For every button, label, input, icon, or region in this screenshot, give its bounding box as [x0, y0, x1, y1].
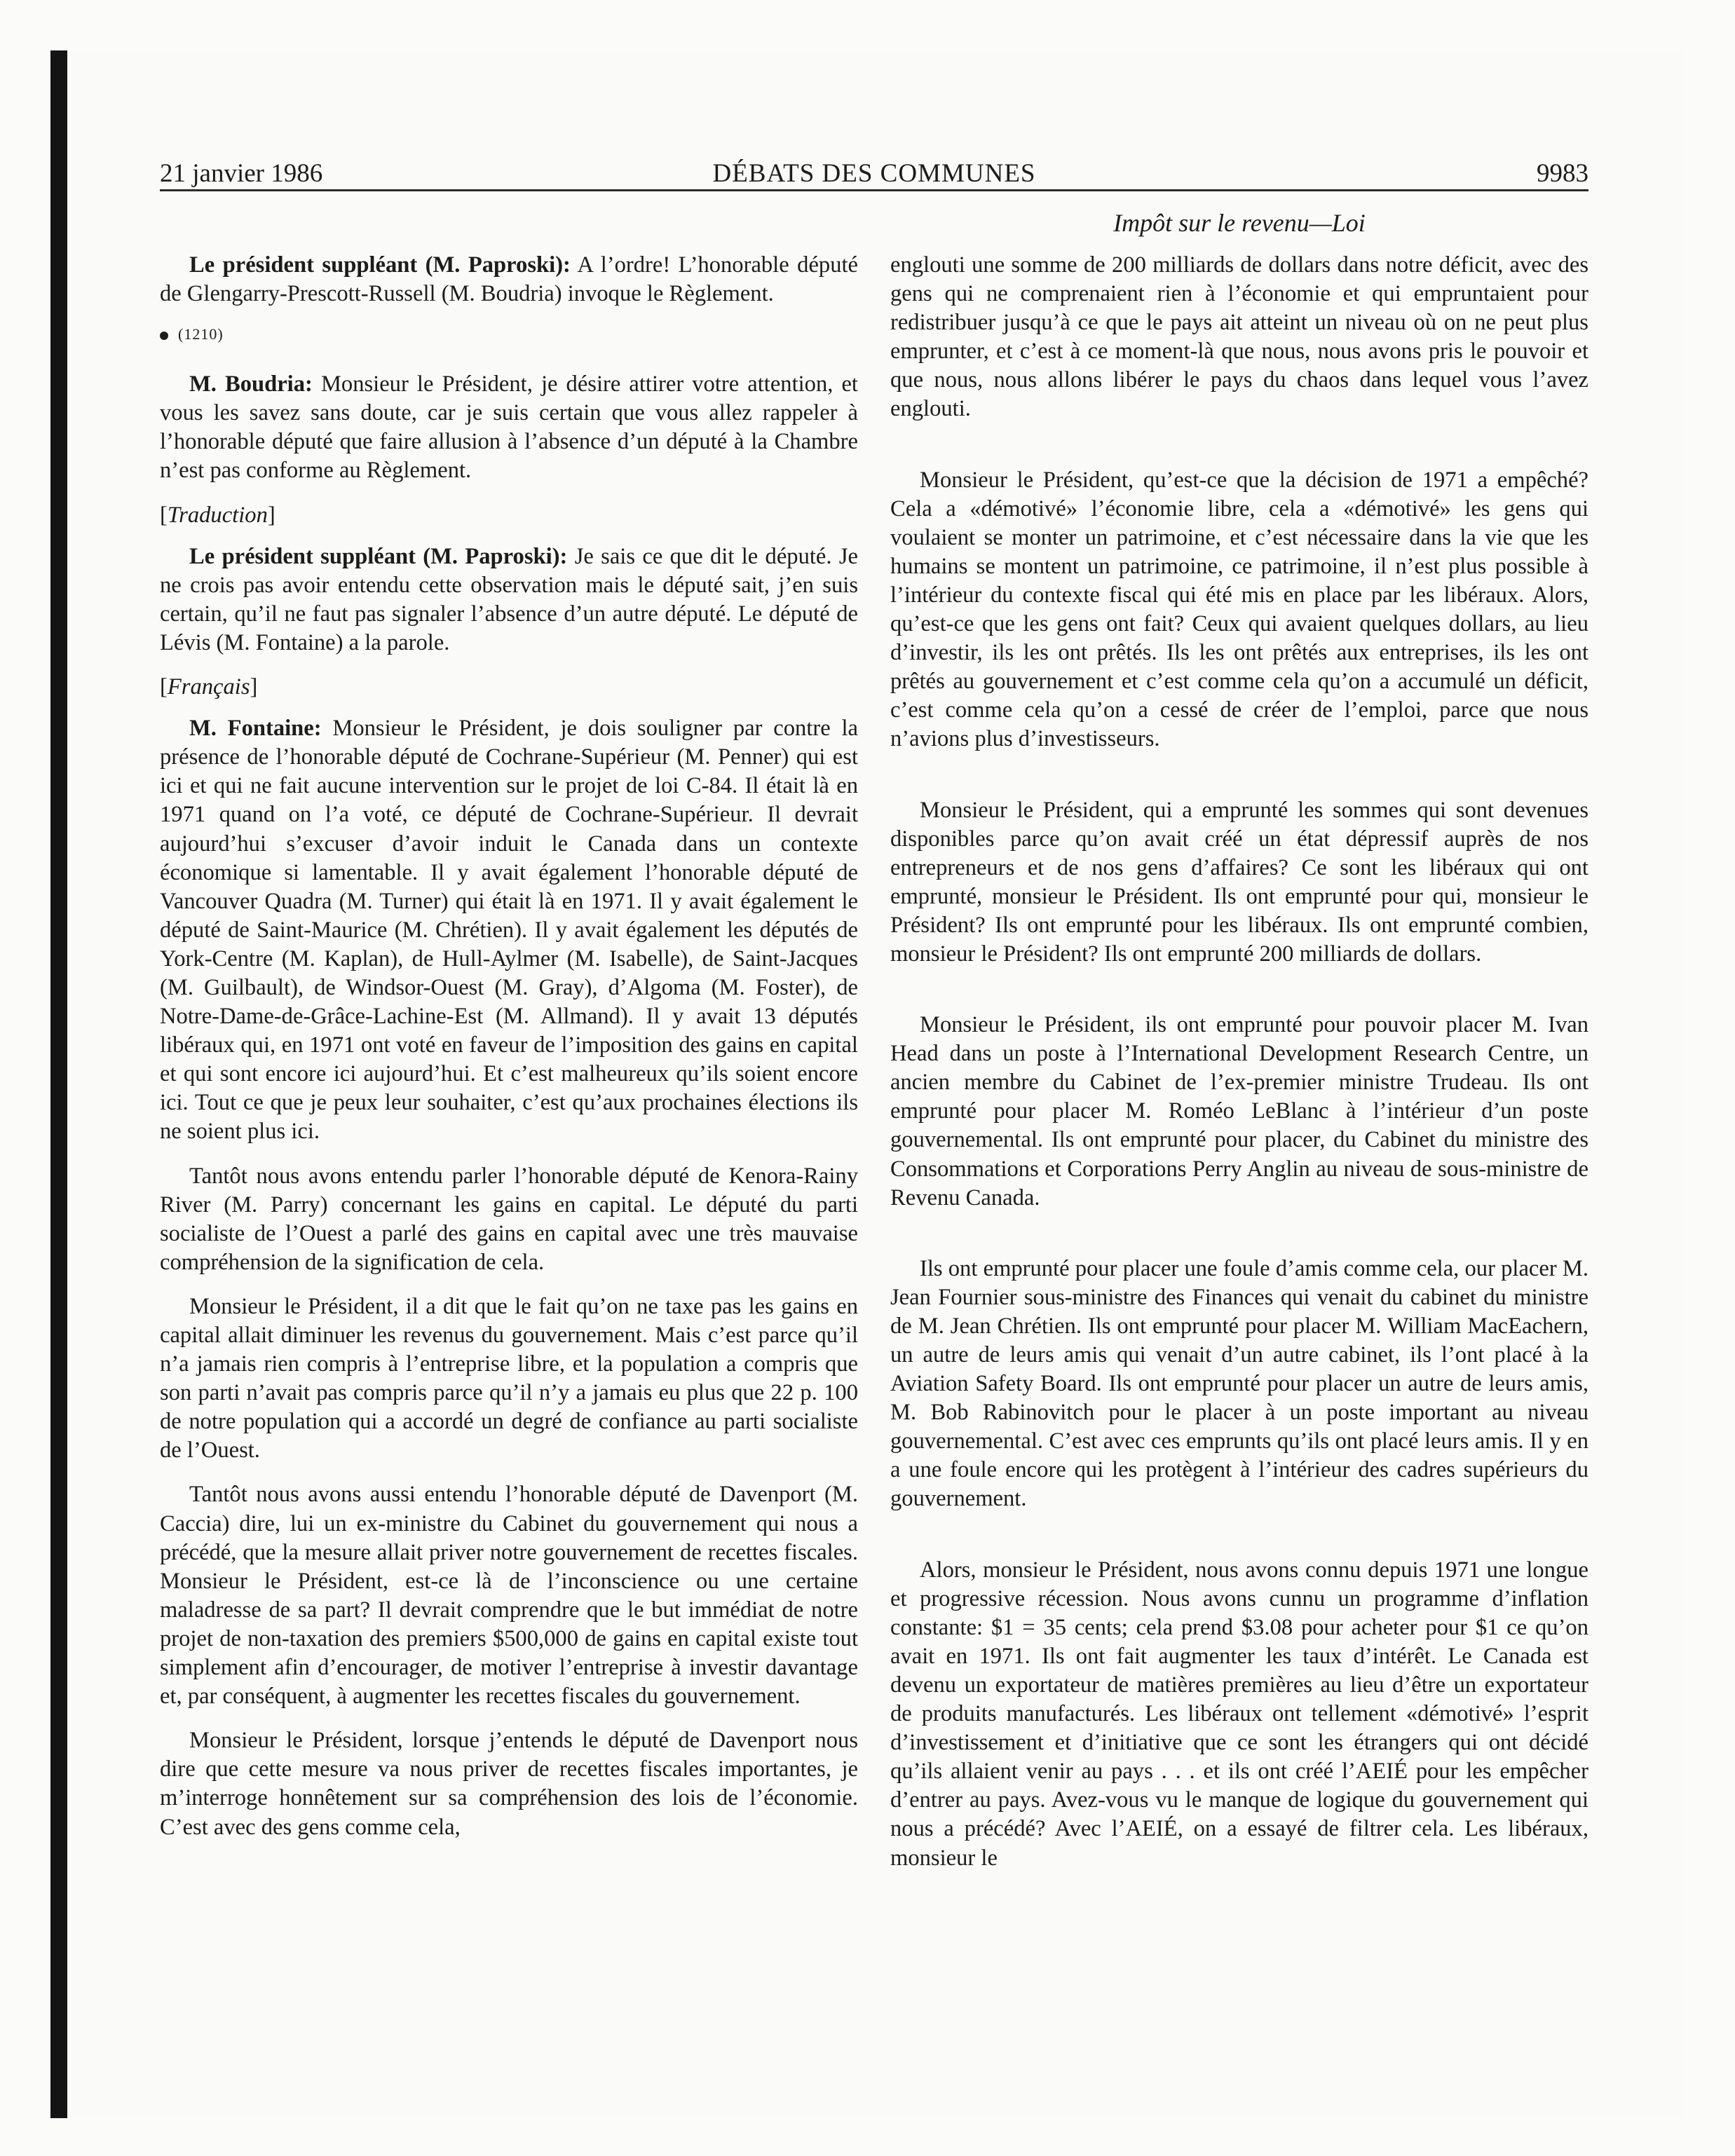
time-marker-text: (1210) — [178, 325, 224, 343]
paragraph — [160, 543, 858, 657]
paragraph-text: Je sais ce que dit le député. Je ne crois pas avoir entendu cette observation mais le député sait, j’en suis certain, qu’il ne faut pas signaler l’absence d’un autre député. Le député de Lévis (M. Fontaine) a la parole. — [160, 543, 858, 655]
paragraph-text: Monsieur le Président, je dois souligner par contre la présence de l’honorable député de Cochrane-Supérieur (M. Penner) qui est ici et qui ne fait aucune intervention sur le projet de loi C-84. Il était là en 1971 quand on l’a voté, ce député de Cochrane-Supérieur. Il devrait aujourd’hui s’excuser d’avoir induit le Canada dans un contexte économique si lamentable. Il y avait également l’honorable député de Vancouver Quadra (M. Turner) qui était là en 1971. Il y avait également le député de Saint-Maurice (M. Chrétien). Il y avait également les députés de York-Centre (M. Kaplan), de Hull-Aylmer (M. Isabelle), de Saint-Jacques (M. Guilbault), de Windsor-Ouest (M. Gray), d’Algoma (M. Foster), de Notre-Dame-de-Grâce-Lachine-Est (M. Allmand). Il y avait 13 députés libéraux qui, en 1971 ont voté en faveur de l’imposition des gains en capital et qui sont encore ici aujourd’hui. Et c’est malheureux qu’ils soient encore ici. Tout ce que je peux leur souhaiter, c’est qu’aux prochaines élections ils ne soient plus ici. — [160, 716, 858, 1145]
page-header — [160, 156, 1588, 192]
paragraph-text: A l’ordre! L’honorable député de Glengarry-Prescott-Russell (M. Boudria) invoque le Règlement. — [160, 252, 858, 307]
speaker-name: Le président suppléant (M. Paproski): — [189, 252, 571, 278]
paragraph: Alors, monsieur le Président, nous avons connu depuis 1971 une longue et progressive récession. Nous avons cunnu un programme d’inflation constante: $1 = 35 cents; cela prend $3.08 pour acheter pour $1 ce qu’on avait en 1971. Ils ont fait augmenter les taux d’intérêt. Le Canada est devenu un exportateur de matières premières au lieu d’être un exportateur de produits manufacturés. Les libéraux ont tellement «démotivé» l’esprit d’investissement et d’initiative que ce sont les étrangers qui ont décidé qu’ils allaient venir au pays . . . et ils ont créé l’AEIÉ pour les empêcher d’entrer au pays. Avez-vous vu le manque de logique du gouvernement qui nous a précédé? Avec l’AEIÉ, on a essayé de filtrer cela. Les libéraux, monsieur le — [890, 1557, 1588, 1871]
header-publication: DÉBATS DES COMMUNES — [712, 159, 1036, 188]
time-marker — [160, 324, 858, 345]
language-tag: [Français] — [160, 674, 258, 700]
paragraph: Tantôt nous avons entendu parler l’honorable député de Kenora-Rainy River (M. Parry) concernant les gains en capital. Le député du parti socialiste de l’Ouest a parlé des gains en capital avec une très mauvaise compréhension de la signification de cela. — [160, 1163, 858, 1275]
scan-edge-shadow — [50, 50, 67, 2118]
paragraph-text: Monsieur le Président, je désire attirer votre attention, et vous les savez sans doute, car je suis certain que vous allez rappeler à l’honorable député que faire allusion à l’absence d’un député à la Chambre n’est pas conforme au Règlement. — [160, 371, 858, 484]
paragraph — [160, 251, 858, 308]
speaker-name: M. Fontaine: — [189, 716, 322, 742]
paragraph: Ils ont emprunté pour placer une foule d’amis comme cela, our placer M. Jean Fournier sous-ministre des Finances qui venait du cabinet du ministre de M. Jean Chrétien. Ils ont emprunté pour placer M. William MacEachern, un autre de leurs amis qui venait d’un autre cabinet, ils l’ont placé à la Aviation Safety Board. Ils ont emprunté pour placer un autre de leurs amis, M. Bob Rabinovitch pour le placer à un poste important au niveau gouvernemental. C’est avec ces emprunts qu’ils ont placé leurs amis. Il y en a une foule encore qui les protègent à l’intérieur des cadres supérieurs du gouvernement. — [890, 1255, 1588, 1512]
language-tag-text: Traduction — [167, 502, 268, 528]
header-page-number: 9983 — [1537, 159, 1588, 188]
paragraph: Monsieur le Président, ils ont emprunté pour pouvoir placer M. Ivan Head dans un poste à l’International Development Research Centre, un ancien membre du Cabinet de l’ex-premier ministre Trudeau. Ils ont emprunté pour placer M. Roméo LeBlanc à l’intérieur d’un poste gouvernemental. Ils ont emprunté pour placer, du Cabinet du ministre des Consommations et Corporations Perry Anglin au niveau de sous-ministre de Revenu Canada. — [890, 1012, 1588, 1210]
paragraph: englouti une somme de 200 milliards de dollars dans notre déficit, avec des gens qui ne comprenaient rien à l’économie et qui empruntaient pour redistribuer jusqu’à ce que le pays ait atteint un niveau où on ne peut plus emprunter, et c’est à ce moment-là que nous, nous avons pris le pouvoir et que nous, nous allons libérer le pays du chaos dans lequel vous l’avez englouti. — [890, 252, 1588, 422]
paragraph: Tantôt nous avons aussi entendu l’honorable député de Davenport (M. Caccia) dire, lui un ex-ministre du Cabinet du gouvernement qui nous a précédé, que la mesure allait priver notre gouvernement de recettes fiscales. Monsieur le Président, est-ce là de l’inconscience ou une certaine maladresse de sa part? Il devrait comprendre que le but immédiat de notre projet de non-taxation des premiers $500,000 de gains en capital existe tout simplement afin d’encourager, de motiver l’entreprise à investir davantage et, par conséquent, à augmenter les recettes fiscales du gouvernement. — [160, 1482, 858, 1710]
paragraph: Monsieur le Président, qu’est-ce que la décision de 1971 a empêché? Cela a «démotivé» l’économie libre, cela a «démotivé» les gens qui voulaient se monter un patrimoine, et c’est nécessaire dans la vie que les humains se montent un patrimoine, ce patrimoine, il n’est plus possible à l’intérieur du contexte fiscal qui été mis en place par les libéraux. Alors, qu’est-ce que les gens ont fait? Ceux qui avaient quelques dollars, au lieu d’investir, ils les ont prêtés. Ils les ont prêtés aux entreprises, ils les ont prêtés au gouvernement et c’est comme cela qu’on a accumulé un déficit, c’est comme cela qu’on a cessé de créer de l’emploi, parce que nous n’avions plus d’investisseurs. — [890, 467, 1588, 752]
paragraph: Monsieur le Président, lorsque j’entends le député de Davenport nous dire que cette mesure va nous priver de recettes fiscales importantes, je m’interroge honnêtement sur sa compréhension des lois de l’économie. C’est avec des gens comme cela, — [160, 1728, 858, 1840]
paragraph: Monsieur le Président, qui a emprunté les sommes qui sont devenues disponibles parce qu’on avait créé un état dépressif auprès de nos entrepreneurs et de nos gens d’affaires? Ce sont les libéraux qui ont emprunté, monsieur le Président. Ils ont emprunté pour qui, monsieur le Président? Ils ont emprunté pour les libéraux. Ils ont emprunté combien, monsieur le Président? Ils ont emprunté 200 milliards de dollars. — [890, 797, 1588, 967]
language-tag-text: Français — [167, 674, 250, 700]
paragraph: Monsieur le Président, il a dit que le fait qu’on ne taxe pas les gains en capital allait diminuer les revenus du gouvernement. Mais c’est parce qu’il n’a jamais rien compris à l’entreprise libre, et la population a compris que son parti n’avait pas compris parce qu’il n’y a jamais eu plus que 22 p. 100 de notre population qui a accordé un degré de confiance au parti socialiste de l’Ouest. — [160, 1293, 858, 1464]
left-column — [160, 251, 858, 2094]
right-column — [890, 251, 1588, 2094]
language-tag: [Traduction] — [160, 502, 275, 528]
section-running-head: Impôt sur le revenu—Loi — [1113, 209, 1366, 237]
header-date: 21 janvier 1986 — [160, 159, 323, 188]
paragraph — [160, 714, 858, 1146]
header-rule — [160, 189, 1588, 191]
speaker-name: M. Boudria: — [189, 371, 313, 397]
speaker-name: Le président suppléant (M. Paproski): — [189, 543, 568, 569]
paragraph — [160, 370, 858, 485]
bullet-icon — [160, 332, 168, 340]
